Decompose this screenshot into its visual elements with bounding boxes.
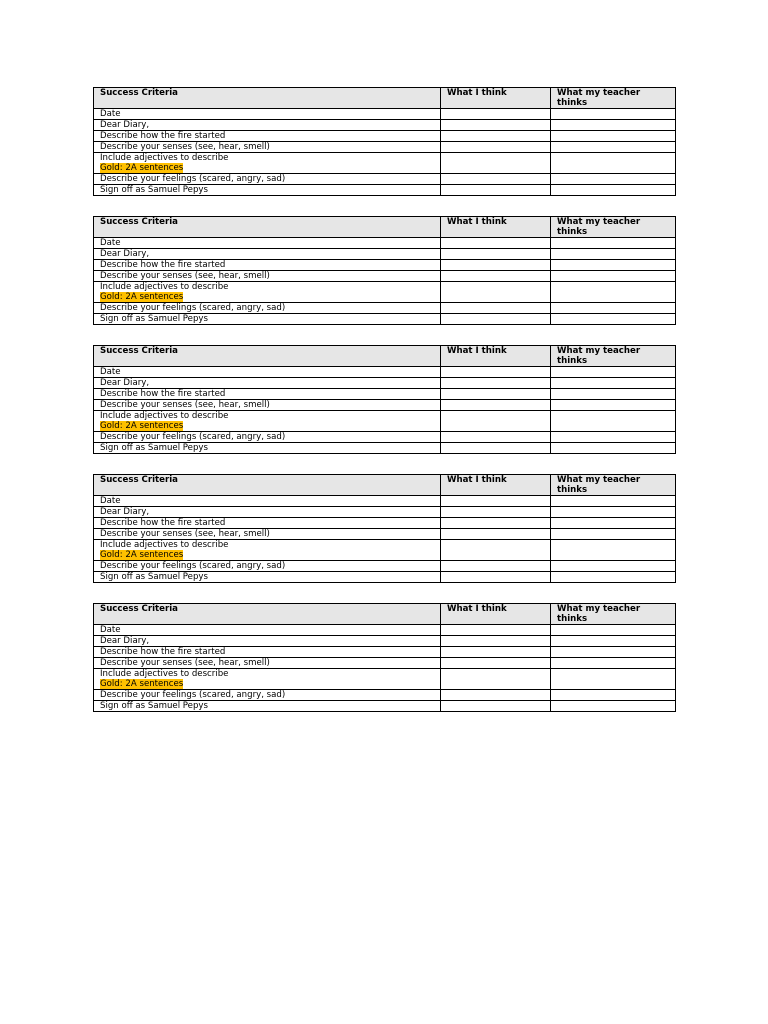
self-assessment-cell[interactable] — [441, 260, 551, 271]
teacher-assessment-cell[interactable] — [551, 314, 676, 325]
header-what-my-teacher-thinks: What my teacher thinks — [551, 346, 676, 367]
criteria-fire: Describe how the fire started — [94, 389, 441, 400]
criteria-sign-off: Sign off as Samuel Pepys — [94, 572, 441, 583]
teacher-assessment-cell[interactable] — [551, 185, 676, 196]
header-what-my-teacher-thinks: What my teacher thinks — [551, 604, 676, 625]
table-row — [94, 109, 676, 120]
teacher-assessment-cell[interactable] — [551, 400, 676, 411]
header-row — [94, 346, 676, 367]
self-assessment-cell[interactable] — [441, 282, 551, 303]
criteria-gold-highlight: Gold: 2A sentences — [100, 679, 184, 689]
self-assessment-cell[interactable] — [441, 271, 551, 282]
criteria-dear-diary: Dear Diary, — [94, 636, 441, 647]
self-assessment-cell[interactable] — [441, 690, 551, 701]
teacher-assessment-cell[interactable] — [551, 238, 676, 249]
teacher-assessment-cell[interactable] — [551, 701, 676, 712]
table-row — [94, 561, 676, 572]
criteria-adjectives-cell — [94, 282, 441, 303]
table-row — [94, 174, 676, 185]
self-assessment-cell[interactable] — [441, 432, 551, 443]
criteria-adjectives-cell — [94, 669, 441, 690]
table-row — [94, 271, 676, 282]
table-row — [94, 282, 676, 303]
teacher-assessment-cell[interactable] — [551, 282, 676, 303]
criteria-gold-highlight: Gold: 2A sentences — [100, 163, 184, 173]
criteria-fire: Describe how the fire started — [94, 518, 441, 529]
criteria-adjectives: Include adjectives to describe — [100, 153, 229, 163]
teacher-assessment-cell[interactable] — [551, 153, 676, 174]
table-row — [94, 507, 676, 518]
self-assessment-cell[interactable] — [441, 561, 551, 572]
criteria-gold-highlight: Gold: 2A sentences — [100, 421, 184, 431]
table-row — [94, 690, 676, 701]
self-assessment-cell[interactable] — [441, 238, 551, 249]
criteria-adjectives-cell — [94, 540, 441, 561]
self-assessment-cell[interactable] — [441, 625, 551, 636]
teacher-assessment-cell[interactable] — [551, 540, 676, 561]
criteria-adjectives: Include adjectives to describe — [100, 669, 229, 679]
teacher-assessment-cell[interactable] — [551, 690, 676, 701]
self-assessment-cell[interactable] — [441, 540, 551, 561]
self-assessment-cell[interactable] — [441, 411, 551, 432]
header-row — [94, 217, 676, 238]
self-assessment-cell[interactable] — [441, 572, 551, 583]
criteria-feelings: Describe your feelings (scared, angry, sad) — [94, 432, 441, 443]
teacher-assessment-cell[interactable] — [551, 518, 676, 529]
teacher-assessment-cell[interactable] — [551, 303, 676, 314]
success-criteria-table-2 — [93, 216, 676, 325]
teacher-assessment-cell[interactable] — [551, 174, 676, 185]
teacher-assessment-cell[interactable] — [551, 260, 676, 271]
teacher-assessment-cell[interactable] — [551, 367, 676, 378]
teacher-assessment-cell[interactable] — [551, 389, 676, 400]
criteria-senses: Describe your senses (see, hear, smell) — [94, 658, 441, 669]
header-what-my-teacher-thinks: What my teacher thinks — [551, 88, 676, 109]
success-criteria-table-1 — [93, 87, 676, 196]
table-row — [94, 314, 676, 325]
success-criteria-table-3 — [93, 345, 676, 454]
criteria-gold-highlight: Gold: 2A sentences — [100, 292, 184, 302]
criteria-feelings: Describe your feelings (scared, angry, sad) — [94, 561, 441, 572]
table-row — [94, 432, 676, 443]
criteria-date: Date — [94, 496, 441, 507]
self-assessment-cell[interactable] — [441, 131, 551, 142]
header-row — [94, 475, 676, 496]
criteria-date: Date — [94, 625, 441, 636]
criteria-adjectives: Include adjectives to describe — [100, 282, 229, 292]
table-row — [94, 572, 676, 583]
teacher-assessment-cell[interactable] — [551, 249, 676, 260]
criteria-fire: Describe how the fire started — [94, 647, 441, 658]
teacher-assessment-cell[interactable] — [551, 411, 676, 432]
self-assessment-cell[interactable] — [441, 518, 551, 529]
teacher-assessment-cell[interactable] — [551, 561, 676, 572]
success-criteria-table-4 — [93, 474, 676, 583]
criteria-dear-diary: Dear Diary, — [94, 507, 441, 518]
criteria-feelings: Describe your feelings (scared, angry, sad) — [94, 174, 441, 185]
criteria-fire: Describe how the fire started — [94, 131, 441, 142]
criteria-adjectives: Include adjectives to describe — [100, 411, 229, 421]
header-what-i-think: What I think — [441, 475, 551, 496]
criteria-adjectives-cell — [94, 153, 441, 174]
table-row — [94, 131, 676, 142]
criteria-date: Date — [94, 238, 441, 249]
teacher-assessment-cell[interactable] — [551, 432, 676, 443]
table-row — [94, 400, 676, 411]
table-row — [94, 647, 676, 658]
teacher-assessment-cell[interactable] — [551, 636, 676, 647]
teacher-assessment-cell[interactable] — [551, 625, 676, 636]
header-success-criteria: Success Criteria — [94, 475, 441, 496]
criteria-feelings: Describe your feelings (scared, angry, sad) — [94, 690, 441, 701]
table-row — [94, 389, 676, 400]
teacher-assessment-cell[interactable] — [551, 529, 676, 540]
header-what-i-think: What I think — [441, 217, 551, 238]
self-assessment-cell[interactable] — [441, 658, 551, 669]
table-row — [94, 153, 676, 174]
self-assessment-cell[interactable] — [441, 303, 551, 314]
self-assessment-cell[interactable] — [441, 636, 551, 647]
teacher-assessment-cell[interactable] — [551, 647, 676, 658]
header-what-my-teacher-thinks: What my teacher thinks — [551, 217, 676, 238]
self-assessment-cell[interactable] — [441, 153, 551, 174]
table-row — [94, 625, 676, 636]
self-assessment-cell[interactable] — [441, 378, 551, 389]
header-what-my-teacher-thinks: What my teacher thinks — [551, 475, 676, 496]
criteria-date: Date — [94, 109, 441, 120]
table-row — [94, 411, 676, 432]
worksheet-page — [93, 87, 675, 732]
header-success-criteria: Success Criteria — [94, 346, 441, 367]
teacher-assessment-cell[interactable] — [551, 120, 676, 131]
teacher-assessment-cell[interactable] — [551, 131, 676, 142]
table-row — [94, 701, 676, 712]
teacher-assessment-cell[interactable] — [551, 658, 676, 669]
table-row — [94, 636, 676, 647]
table-row — [94, 142, 676, 153]
teacher-assessment-cell[interactable] — [551, 507, 676, 518]
teacher-assessment-cell[interactable] — [551, 572, 676, 583]
header-success-criteria: Success Criteria — [94, 88, 441, 109]
self-assessment-cell[interactable] — [441, 367, 551, 378]
header-row — [94, 88, 676, 109]
criteria-dear-diary: Dear Diary, — [94, 378, 441, 389]
criteria-senses: Describe your senses (see, hear, smell) — [94, 142, 441, 153]
self-assessment-cell[interactable] — [441, 669, 551, 690]
self-assessment-cell[interactable] — [441, 496, 551, 507]
table-row — [94, 249, 676, 260]
table-row — [94, 658, 676, 669]
criteria-senses: Describe your senses (see, hear, smell) — [94, 529, 441, 540]
header-success-criteria: Success Criteria — [94, 217, 441, 238]
teacher-assessment-cell[interactable] — [551, 378, 676, 389]
table-row — [94, 378, 676, 389]
self-assessment-cell[interactable] — [441, 109, 551, 120]
table-row — [94, 120, 676, 131]
header-what-i-think: What I think — [441, 346, 551, 367]
table-row — [94, 443, 676, 454]
header-success-criteria: Success Criteria — [94, 604, 441, 625]
criteria-date: Date — [94, 367, 441, 378]
criteria-sign-off: Sign off as Samuel Pepys — [94, 443, 441, 454]
self-assessment-cell[interactable] — [441, 249, 551, 260]
self-assessment-cell[interactable] — [441, 400, 551, 411]
criteria-adjectives: Include adjectives to describe — [100, 540, 229, 550]
table-row — [94, 367, 676, 378]
criteria-adjectives-cell — [94, 411, 441, 432]
criteria-feelings: Describe your feelings (scared, angry, sad) — [94, 303, 441, 314]
self-assessment-cell[interactable] — [441, 647, 551, 658]
criteria-senses: Describe your senses (see, hear, smell) — [94, 271, 441, 282]
self-assessment-cell[interactable] — [441, 443, 551, 454]
self-assessment-cell[interactable] — [441, 507, 551, 518]
table-row — [94, 185, 676, 196]
teacher-assessment-cell[interactable] — [551, 496, 676, 507]
self-assessment-cell[interactable] — [441, 314, 551, 325]
criteria-sign-off: Sign off as Samuel Pepys — [94, 314, 441, 325]
criteria-sign-off: Sign off as Samuel Pepys — [94, 701, 441, 712]
header-row — [94, 604, 676, 625]
self-assessment-cell[interactable] — [441, 174, 551, 185]
self-assessment-cell[interactable] — [441, 389, 551, 400]
table-row — [94, 496, 676, 507]
header-what-i-think: What I think — [441, 604, 551, 625]
table-row — [94, 540, 676, 561]
table-row — [94, 260, 676, 271]
self-assessment-cell[interactable] — [441, 185, 551, 196]
success-criteria-table-5 — [93, 603, 676, 712]
criteria-senses: Describe your senses (see, hear, smell) — [94, 400, 441, 411]
criteria-sign-off: Sign off as Samuel Pepys — [94, 185, 441, 196]
header-what-i-think: What I think — [441, 88, 551, 109]
teacher-assessment-cell[interactable] — [551, 271, 676, 282]
table-row — [94, 238, 676, 249]
table-row — [94, 518, 676, 529]
teacher-assessment-cell[interactable] — [551, 669, 676, 690]
self-assessment-cell[interactable] — [441, 701, 551, 712]
table-row — [94, 669, 676, 690]
criteria-dear-diary: Dear Diary, — [94, 249, 441, 260]
self-assessment-cell[interactable] — [441, 120, 551, 131]
table-row — [94, 303, 676, 314]
criteria-fire: Describe how the fire started — [94, 260, 441, 271]
self-assessment-cell[interactable] — [441, 142, 551, 153]
teacher-assessment-cell[interactable] — [551, 443, 676, 454]
criteria-dear-diary: Dear Diary, — [94, 120, 441, 131]
self-assessment-cell[interactable] — [441, 529, 551, 540]
teacher-assessment-cell[interactable] — [551, 109, 676, 120]
table-row — [94, 529, 676, 540]
teacher-assessment-cell[interactable] — [551, 142, 676, 153]
criteria-gold-highlight: Gold: 2A sentences — [100, 550, 184, 560]
